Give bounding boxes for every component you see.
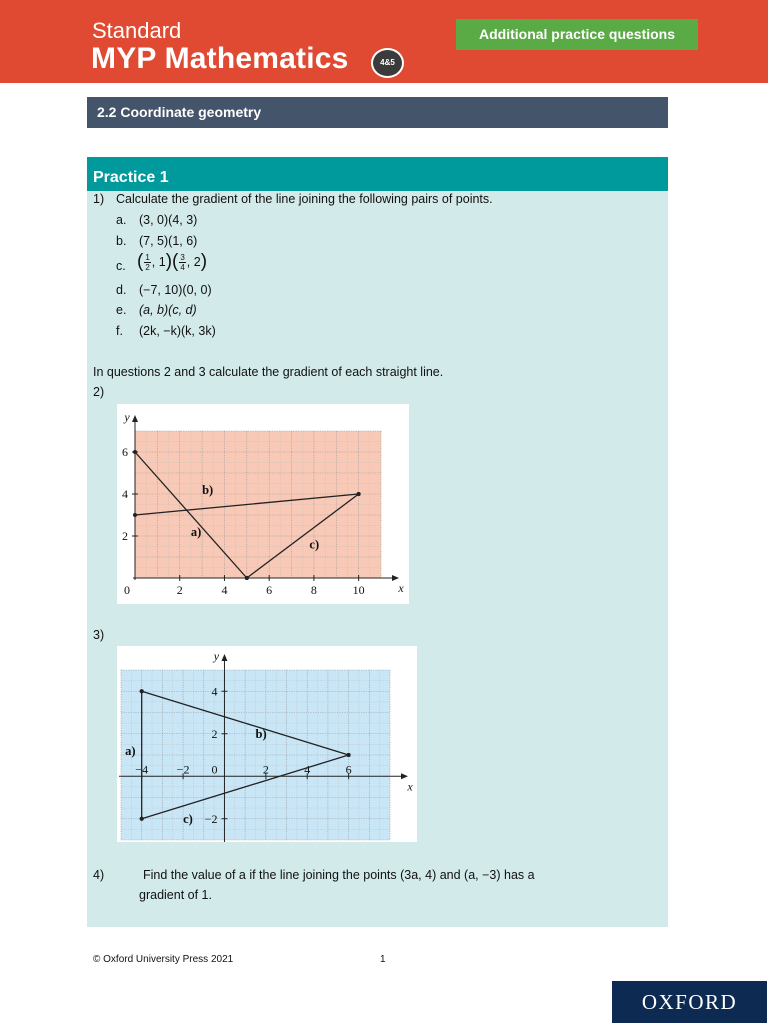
question-2-number: 2) <box>93 385 105 399</box>
x-tick-label: 8 <box>310 583 317 597</box>
copyright-text: © Oxford University Press 2021 <box>93 954 234 965</box>
line-annotation: b) <box>202 483 214 497</box>
line-annotation: a) <box>190 525 202 539</box>
q1-item-letter: a. <box>116 213 127 227</box>
x-tick-label: 0 <box>124 583 130 597</box>
x-tick-label: −2 <box>176 762 190 777</box>
graph-question-2 <box>117 404 409 604</box>
q1-item-expression: (7, 5)(1, 6) <box>139 234 198 248</box>
fraction: $\frac{3}{4}$ <box>180 252 185 272</box>
x-tick-label: 6 <box>266 583 273 597</box>
x-tick-label: 4 <box>304 762 311 777</box>
line-annotation: b) <box>255 727 267 741</box>
x-tick-label: 10 <box>352 583 365 597</box>
additional-practice-button[interactable]: Additional practice questions <box>456 19 698 50</box>
q1-item-letter: d. <box>116 283 127 297</box>
x-axis-label: x <box>398 581 404 595</box>
y-tick-label: 6 <box>122 445 128 459</box>
brand-subtitle: Standard <box>92 18 182 43</box>
q1-item-letter: b. <box>116 234 127 248</box>
x-tick-label: 6 <box>345 762 352 777</box>
x-tick-label: −4 <box>135 762 149 777</box>
oxford-logo: OXFORD <box>612 981 767 1023</box>
x-tick-label: 0 <box>211 762 218 777</box>
question-4-number: 4) <box>93 868 105 882</box>
q1-item-letter: e. <box>116 303 127 317</box>
page-number: 1 <box>380 954 386 965</box>
page-header <box>0 0 768 83</box>
y-axis-label: y <box>124 410 130 424</box>
data-point <box>133 513 137 517</box>
q1-item-c-expression: ( $\frac{1}{2}$ , 1)( $\frac{3}{4}$ , 2) <box>137 251 208 272</box>
graph-3-svg <box>117 646 417 842</box>
data-point <box>140 689 144 693</box>
line-annotation: c) <box>309 537 320 552</box>
graph-question-3 <box>117 646 417 842</box>
fraction: $\frac{1}{2}$ <box>145 252 150 272</box>
brand-title: MYP Mathematics <box>91 42 349 75</box>
q1-item-expression: (−7, 10)(0, 0) <box>139 283 212 297</box>
line-annotation: c) <box>183 812 193 826</box>
y-tick-label: 4 <box>122 487 128 501</box>
y-tick-label: 4 <box>211 684 218 699</box>
data-point <box>357 492 361 496</box>
q1-item-letter: f. <box>116 324 123 338</box>
y-axis-arrow <box>221 654 227 661</box>
q1-item-letter: c. <box>116 259 126 273</box>
y-axis-label: y <box>213 649 220 663</box>
data-point <box>133 450 137 454</box>
y-axis-arrow <box>132 415 138 422</box>
question-1-number: 1) <box>93 192 105 206</box>
q1-item-expression: (a, b)(c, d) <box>139 303 197 317</box>
question-3-number: 3) <box>93 628 105 642</box>
data-point <box>347 753 351 757</box>
questions-2-3-intro: In questions 2 and 3 calculate the gradient of each straight line. <box>93 365 444 379</box>
question-4-line1: Find the value of a if the line joining the points (3a, 4) and (a, −3) has a <box>143 868 535 882</box>
question-1-text: Calculate the gradient of the line joining the following pairs of points. <box>116 192 493 206</box>
question-4-line2: gradient of 1. <box>139 888 212 902</box>
level-badge: 4&5 <box>371 48 404 78</box>
q1-item-expression: (3, 0)(4, 3) <box>139 213 198 227</box>
q1-item-expression: (2k, −k)(k, 3k) <box>139 324 216 338</box>
y-tick-label: 2 <box>122 529 128 543</box>
section-title: 2.2 Coordinate geometry <box>87 97 668 128</box>
x-axis-label: x <box>407 779 413 794</box>
x-tick-label: 2 <box>176 583 183 597</box>
x-tick-label: 4 <box>221 583 228 597</box>
data-point <box>245 576 249 580</box>
y-tick-label: 2 <box>211 726 218 741</box>
line-annotation: a) <box>125 744 136 758</box>
data-point <box>140 817 144 821</box>
y-tick-label: −2 <box>204 811 218 826</box>
x-tick-label: 2 <box>262 762 269 777</box>
practice-heading: Practice 1 <box>87 157 668 191</box>
graph-2-svg <box>117 404 409 604</box>
